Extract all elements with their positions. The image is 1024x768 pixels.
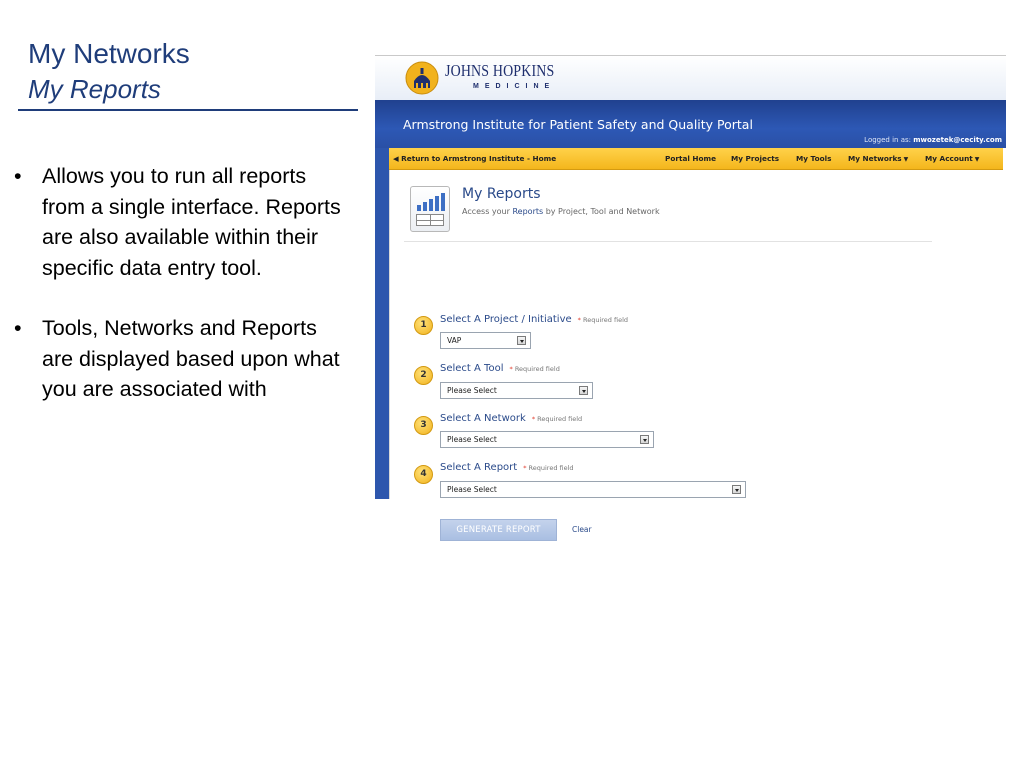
network-select[interactable]: [440, 431, 654, 448]
left-gutter: [375, 148, 389, 499]
chevron-down-icon: ▼: [974, 156, 980, 163]
step-number-3: 3: [414, 416, 433, 435]
chevron-left-icon: ◀: [393, 154, 399, 163]
dropdown-arrow-icon: [579, 386, 588, 395]
step-label-report: [440, 462, 574, 473]
required-note: [523, 464, 573, 472]
nav-return-label: Return to Armstrong Institute - Home: [401, 154, 557, 163]
logged-in-label: Logged in as:: [864, 136, 911, 144]
icon-table: [416, 214, 444, 226]
project-select[interactable]: [440, 332, 531, 349]
nav-my-projects[interactable]: My Projects: [731, 154, 780, 163]
step-label-text: Select A Tool: [440, 363, 504, 374]
step-number-2: 2: [414, 366, 433, 385]
nav-my-account[interactable]: [925, 154, 979, 163]
slide-title: My Networks: [28, 38, 190, 69]
nav-my-networks-label: My Networks: [848, 154, 902, 163]
portal-title: Armstrong Institute for Patient Safety and Quality Portal: [403, 117, 753, 132]
dropdown-arrow-icon: [640, 435, 649, 444]
report-select[interactable]: [440, 481, 746, 498]
required-star: *: [531, 415, 536, 423]
chevron-down-icon: ▼: [903, 156, 909, 163]
title-divider: [18, 109, 358, 111]
step-label-project: [440, 314, 628, 325]
logged-in-user: mwozetek@cecity.com: [913, 136, 1002, 144]
required-star: *: [577, 316, 581, 324]
required-text: Required field: [582, 316, 629, 324]
reports-chart-icon: [410, 186, 450, 232]
bullet-item: [14, 161, 344, 283]
logo-wordmark: JOHNS HOPKINS: [445, 61, 555, 80]
bullet-item: [14, 313, 344, 405]
step-number-1: 1: [414, 316, 433, 335]
icon-bar: [417, 205, 421, 211]
page-subtitle-prefix: Access your: [462, 207, 513, 216]
project-select-value: VAP: [447, 336, 462, 345]
step-label-tool: [440, 363, 560, 374]
dropdown-arrow-icon: [517, 336, 526, 345]
logo-subtitle: MEDICINE: [473, 83, 556, 90]
required-star: *: [523, 464, 527, 472]
icon-bar: [423, 202, 427, 211]
required-text: Required field: [514, 365, 560, 373]
step-label-text: Select A Report: [440, 462, 518, 473]
bullet-glyph: •: [14, 164, 22, 188]
required-note: [509, 365, 559, 373]
tool-select-value: Please Select: [447, 386, 497, 395]
reports-content: [389, 170, 1006, 535]
logged-in-status: [864, 136, 1002, 144]
content-divider: [404, 241, 932, 242]
hopkins-dome-logo-icon: [405, 61, 439, 95]
tool-select[interactable]: [440, 382, 593, 399]
required-note: [578, 316, 628, 324]
nav-return-home[interactable]: [393, 154, 556, 163]
dropdown-arrow-icon: [732, 485, 741, 494]
step-label-network: [440, 413, 582, 424]
required-star: *: [509, 365, 513, 373]
bullet-list: [14, 161, 344, 435]
step-number-4: 4: [414, 465, 433, 484]
portal-banner: [375, 100, 1006, 148]
required-text: Required field: [528, 464, 574, 472]
page-title: My Reports: [462, 186, 541, 202]
bullet-glyph: •: [14, 316, 22, 340]
portal-header: [375, 56, 1006, 100]
step-label-text: Select A Project / Initiative: [440, 314, 572, 325]
bullet-text: Allows you to run all reports from a single interface. Reports are also available within their specific data entry tool.: [42, 164, 341, 280]
bullet-text: Tools, Networks and Reports are displayed based upon what you are associated with: [42, 316, 340, 401]
required-text: Required field: [537, 415, 583, 423]
page-subtitle-suffix: by Project, Tool and Network: [543, 207, 660, 216]
nav-portal-home[interactable]: Portal Home: [665, 154, 717, 163]
slide-subtitle: My Reports: [28, 74, 161, 104]
clear-link[interactable]: Clear: [572, 525, 592, 534]
page-subtitle-highlight: Reports: [512, 207, 544, 216]
top-navbar: [389, 148, 1003, 170]
icon-bar: [429, 199, 433, 211]
portal-screenshot: [375, 55, 1006, 535]
page-subtitle: [462, 207, 660, 216]
icon-bar: [435, 196, 439, 211]
nav-my-networks[interactable]: [848, 154, 908, 163]
nav-my-tools[interactable]: My Tools: [796, 154, 832, 163]
nav-my-account-label: My Account: [925, 154, 973, 163]
step-label-text: Select A Network: [440, 413, 526, 424]
report-select-value: Please Select: [447, 485, 497, 494]
generate-report-button[interactable]: GENERATE REPORT: [440, 519, 557, 541]
network-select-value: Please Select: [447, 435, 497, 444]
required-note: [532, 415, 582, 423]
icon-bar: [441, 193, 445, 211]
